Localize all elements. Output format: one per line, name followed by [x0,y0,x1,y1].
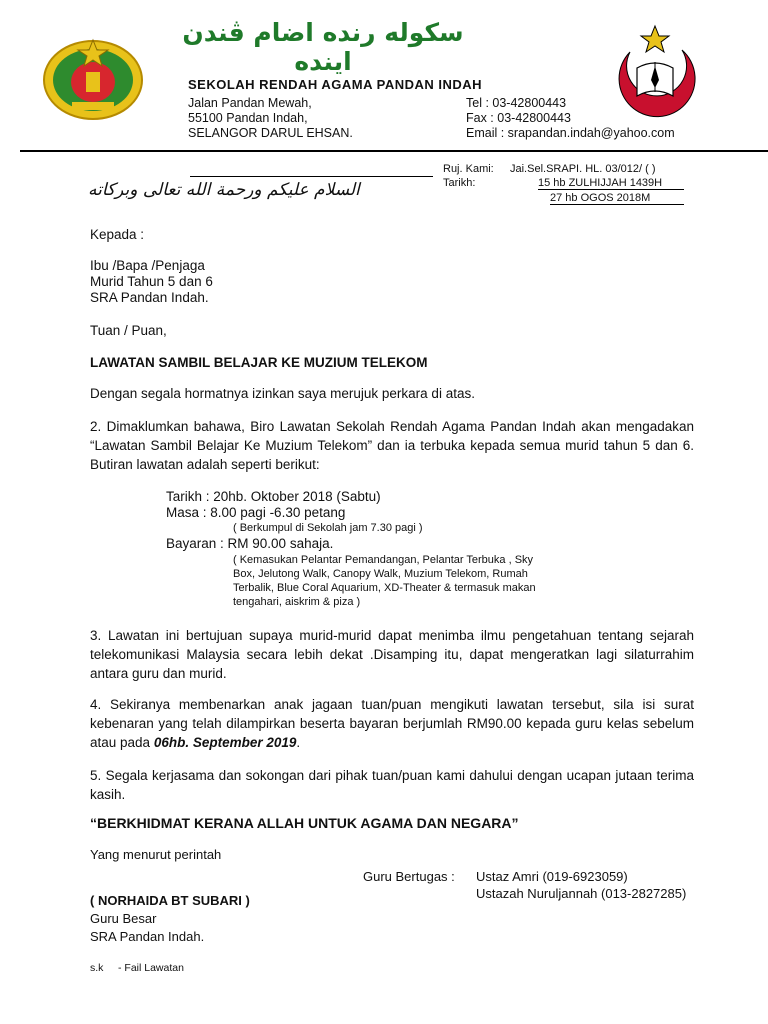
detail-tarikh: Tarikh : 20hb. Oktober 2018 (Sabtu) [166,489,381,504]
recipient-line-2: Murid Tahun 5 dan 6 [90,274,213,289]
ruj-value: Jai.Sel.SRAPI. HL. 03/012/ ( ) [510,163,656,175]
closing: Yang menurut perintah [90,847,222,862]
address-line-2: 55100 Pandan Indah, [188,111,308,125]
address-line-3: SELANGOR DARUL EHSAN. [188,126,353,140]
school-name-jawi: سكوله رنده اضام ڤندن ايندە [182,18,464,76]
signatory-title: Guru Besar [90,911,157,926]
subject: LAWATAN SAMBIL BELAJAR KE MUZIUM TELEKOM [90,355,428,370]
school-name: SEKOLAH RENDAH AGAMA PANDAN INDAH [188,77,483,92]
guru-bertugas-label: Guru Bertugas : [363,869,455,884]
jais-crest-logo [42,36,144,120]
paragraph-2: 2. Dimaklumkan bahawa, Biro Lawatan Sekolah Rendah Agama Pandan Indah akan mengadakan “Lawatan Sambil Belajar Ke Muzium Telekom” dan ia terbuka kepada semua murid tahun 5 dan 6. Butiran lawatan adalah seperti berikut: [90,419,694,472]
tarikh-label: Tarikh: [443,177,476,189]
salutation: Tuan / Puan, [90,323,167,338]
intro-paragraph: Dengan segala hormatnya izinkan saya merujuk perkara di atas. [90,386,475,401]
bayaran-note-1: ( Kemasukan Pelantar Pemandangan, Pelantar Terbuka , Sky [233,554,534,566]
paragraph-4-end: . [296,735,301,750]
guru-bertugas-1: Ustaz Amri (019-6923059) [476,869,628,884]
school-crest-logo [610,22,700,126]
tel: Tel : 03-42800443 [466,96,567,110]
detail-masa: Masa : 8.00 pagi -6.30 petang [166,505,346,520]
fax: Fax : 03-42800443 [466,111,571,125]
header-divider [20,150,768,152]
bayaran-note-4: tengahari, aiskrim & piza ) [233,596,361,608]
recipient-line-3: SRA Pandan Indah. [90,290,209,305]
paragraph-4 [90,695,694,752]
hijri-date: 15 hb ZULHIJJAH 1439H [538,177,684,190]
paragraph-4-deadline: 06hb. September 2019 [153,735,297,750]
motto: “BERKHIDMAT KERANA ALLAH UNTUK AGAMA DAN NEGARA” [90,815,519,831]
recipient-line-1: Ibu /Bapa /Penjaga [90,258,205,273]
signatory-school: SRA Pandan Indah. [90,929,205,944]
paragraph-3: 3. Lawatan ini bertujuan supaya murid-murid dapat menimba ilmu pengetahuan tentang sejarah telekomunikasi Malaysia secara lebih dekat .Disamping itu, dapat mengeratkan lagi silaturrahim antara guru dan murid. [90,628,694,681]
sk-label: s.k [90,962,104,974]
paragraph-5: 5. Segala kerjasama dan sokongan dari pihak tuan/puan kami dahului dengan ucapan jutaan terima kasih. [90,768,694,802]
paragraph-4-text: 4. Sekiranya membenarkan anak jagaan tuan/puan mengikuti lawatan tersebut, sila isi surat kebenaran yang telah dilampirkan beserta bayaran berjumlah RM90.00 kepada guru kelas sebelum atau pada [90,697,694,750]
bayaran-note-2: Box, Jelutong Walk, Canopy Walk, Muzium Telekom, Rumah [233,568,528,580]
salam-greeting: السلام عليكم ورحمة الله تعالى وبركاته [88,180,360,200]
sk-item: - Fail Lawatan [118,962,184,974]
reference-line [190,176,433,177]
kepada: Kepada : [90,227,145,242]
guru-bertugas-2: Ustazah Nuruljannah (013-2827285) [476,886,687,901]
detail-bayaran: Bayaran : RM 90.00 sahaja. [166,536,334,551]
detail-masa-note: ( Berkumpul di Sekolah jam 7.30 pagi ) [233,522,423,534]
bayaran-note-3: Terbalik, Blue Coral Aquarium, XD-Theater & termasuk makan [233,582,536,594]
address-line-1: Jalan Pandan Mewah, [188,96,312,110]
email[interactable]: Email : srapandan.indah@yahoo.com [466,126,675,140]
ruj-label: Ruj. Kami: [443,163,494,175]
gregorian-date: 27 hb OGOS 2018M [550,192,684,205]
signatory-name: ( NORHAIDA BT SUBARI ) [90,893,250,908]
